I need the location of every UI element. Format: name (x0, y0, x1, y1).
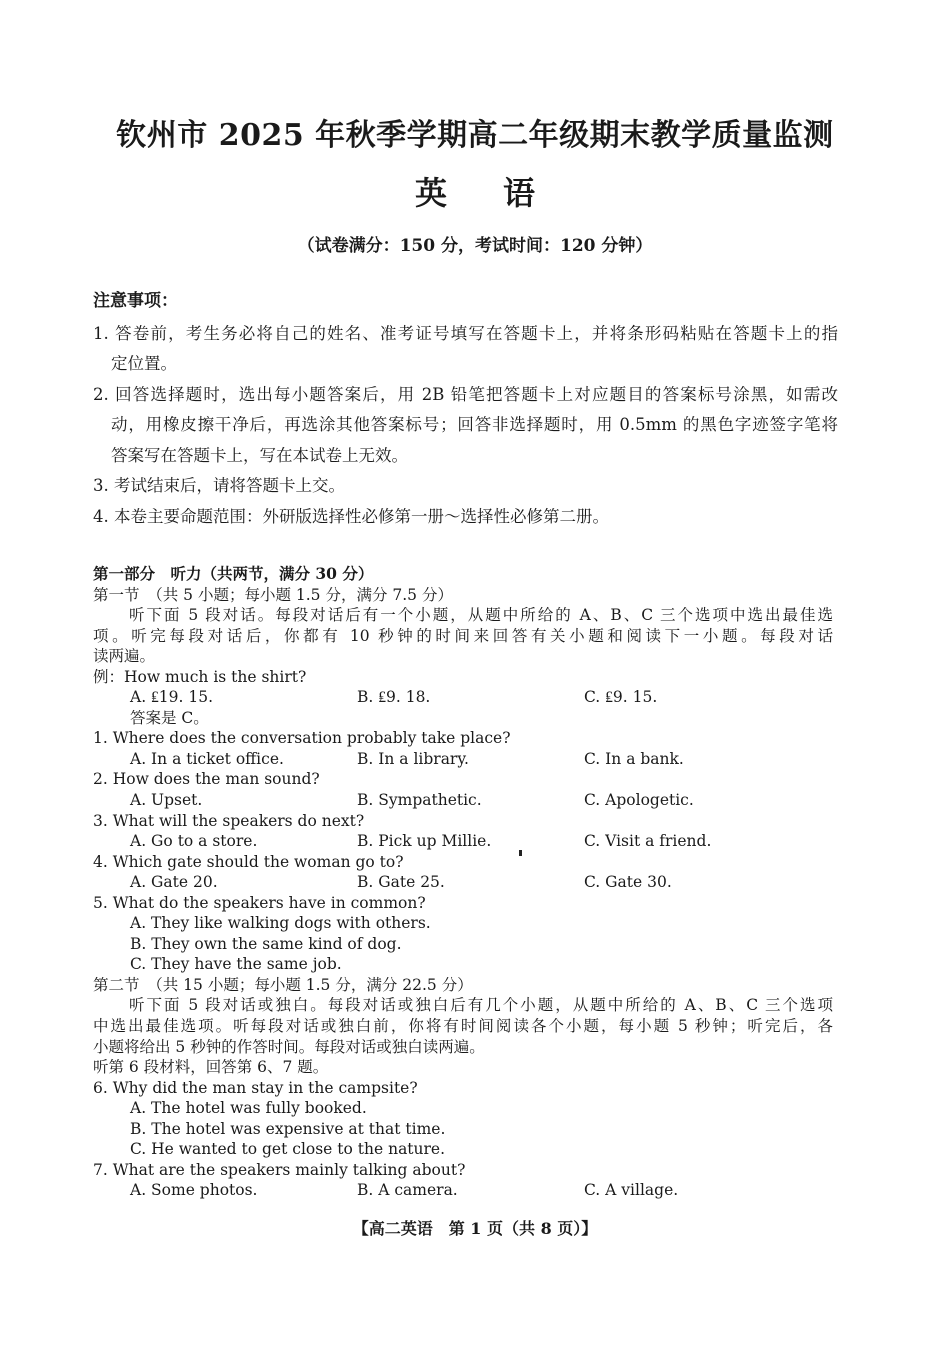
notices (93, 286, 838, 532)
notice-line: 定位置。 (111, 354, 177, 373)
option: C. He wanted to get close to the nature. (130, 1140, 446, 1159)
question: 2. How does the man sound? (93, 770, 320, 789)
listening-part (93, 564, 833, 1201)
option: A. In a ticket office. (130, 749, 284, 768)
instruction-line: 读两遍。 (93, 647, 156, 666)
notice-line: 4. 本卷主要命题范围：外研版选择性必修第一册～选择性必修第二册。 (93, 506, 609, 526)
option: C. Visit a friend. (584, 832, 712, 851)
section2-heading: 第二节 （共 15 小题；每小题 1.5 分，满分 22.5 分） (93, 975, 473, 994)
options-row (93, 790, 833, 811)
subject-char: 语 (503, 174, 536, 212)
option: C. Gate 30. (584, 873, 672, 892)
part1-heading: 第一部分 听力（共两节，满分 30 分） (93, 564, 374, 583)
option: B. Sympathetic. (357, 791, 482, 810)
option: B. Gate 25. (357, 873, 445, 892)
option: A. They like walking dogs with others. (130, 914, 431, 933)
notice-line: 3. 考试结束后，请将答题卡上交。 (93, 476, 345, 495)
section1-heading: 第一节 （共 5 小题；每小题 1.5 分，满分 7.5 分） (93, 585, 453, 604)
question: 6. Why did the man stay in the campsite? (93, 1078, 418, 1097)
example-answer: 答案是 C。 (130, 708, 209, 727)
example-options (93, 687, 833, 708)
option: B. In a library. (357, 749, 469, 768)
option: A. Upset. (130, 791, 203, 810)
options-row (93, 749, 833, 770)
notice-line: 1. 答卷前，考生务必将自己的姓名、准考证号填写在答题卡上，并将条形码粘贴在答题卡上的指 (93, 323, 838, 343)
subject-char: 英 (414, 174, 447, 212)
option: C. They have the same job. (130, 955, 342, 974)
options-row (93, 831, 833, 852)
question: 3. What will the speakers do next? (93, 811, 365, 830)
example-question: 例：How much is the shirt? (93, 667, 307, 686)
option: C. In a bank. (584, 749, 684, 768)
option: B. A camera. (357, 1181, 458, 1200)
options-row (93, 1180, 833, 1201)
option: B. The hotel was expensive at that time. (130, 1119, 446, 1138)
option: A. The hotel was fully booked. (130, 1099, 367, 1118)
exam-info: （试卷满分：150 分，考试时间：120 分钟） (297, 236, 653, 256)
instruction-line: 听下面 5 段对话或独白。每段对话或独白后有几个小题，从题中所给的 A、B、C 三个选项 (129, 996, 833, 1015)
page-footer: 【高二英语 第 1 页（共 8 页）】 (352, 1219, 598, 1238)
instruction-line: 中选出最佳选项。听每段对话或独白前，你将有时间阅读各个小题，每小题 5 秒钟；听完后，各 (93, 1017, 833, 1036)
option: A. Some photos. (130, 1181, 258, 1200)
instruction-line: 听下面 5 段对话。每段对话后有一个小题，从题中所给的 A、B、C 三个选项中选出最佳选 (129, 606, 833, 625)
question: 1. Where does the conversation probably take place? (93, 729, 511, 748)
instruction-line: 小题将给出 5 秒钟的作答时间。每段对话或独白读两遍。 (93, 1037, 485, 1056)
notices-heading: 注意事项： (93, 291, 178, 311)
option: A. Gate 20. (130, 873, 218, 892)
option: B. They own the same kind of dog. (130, 934, 402, 953)
scan-speck (519, 850, 522, 856)
notice-line: 答案写在答题卡上，写在本试卷上无效。 (111, 445, 408, 465)
subject-title (0, 168, 950, 214)
question: 5. What do the speakers have in common? (93, 893, 426, 912)
question: 7. What are the speakers mainly talking about? (93, 1160, 466, 1179)
notice-line: 2. 回答选择题时，选出每小题答案后，用 2B 铅笔把答题卡上对应题目的答案标号涂黑，如需改 (93, 384, 838, 404)
option: C. Apologetic. (584, 791, 694, 810)
instruction-line: 项。听完每段对话后，你都有 10 秒钟的时间来回答有关小题和阅读下一小题。每段对话 (93, 626, 833, 645)
notice-line: 动，用橡皮擦干净后，再选涂其他答案标号；回答非选择题时，用 0.5mm 的黑色字迹签字笔将 (111, 415, 838, 434)
option: C. A village. (584, 1181, 679, 1200)
exam-title: 钦州市 2025 年秋季学期高二年级期末教学质量监测 (116, 118, 834, 153)
material-note: 听第 6 段材料，回答第 6、7 题。 (93, 1058, 329, 1077)
option: A. Go to a store. (130, 832, 258, 851)
option: C. ₤9. 15. (584, 688, 658, 707)
option: B. Pick up Millie. (357, 832, 492, 851)
option: A. ₤19. 15. (130, 688, 214, 707)
question: 4. Which gate should the woman go to? (93, 852, 404, 871)
options-row (93, 872, 833, 893)
option: B. ₤9. 18. (357, 688, 431, 707)
